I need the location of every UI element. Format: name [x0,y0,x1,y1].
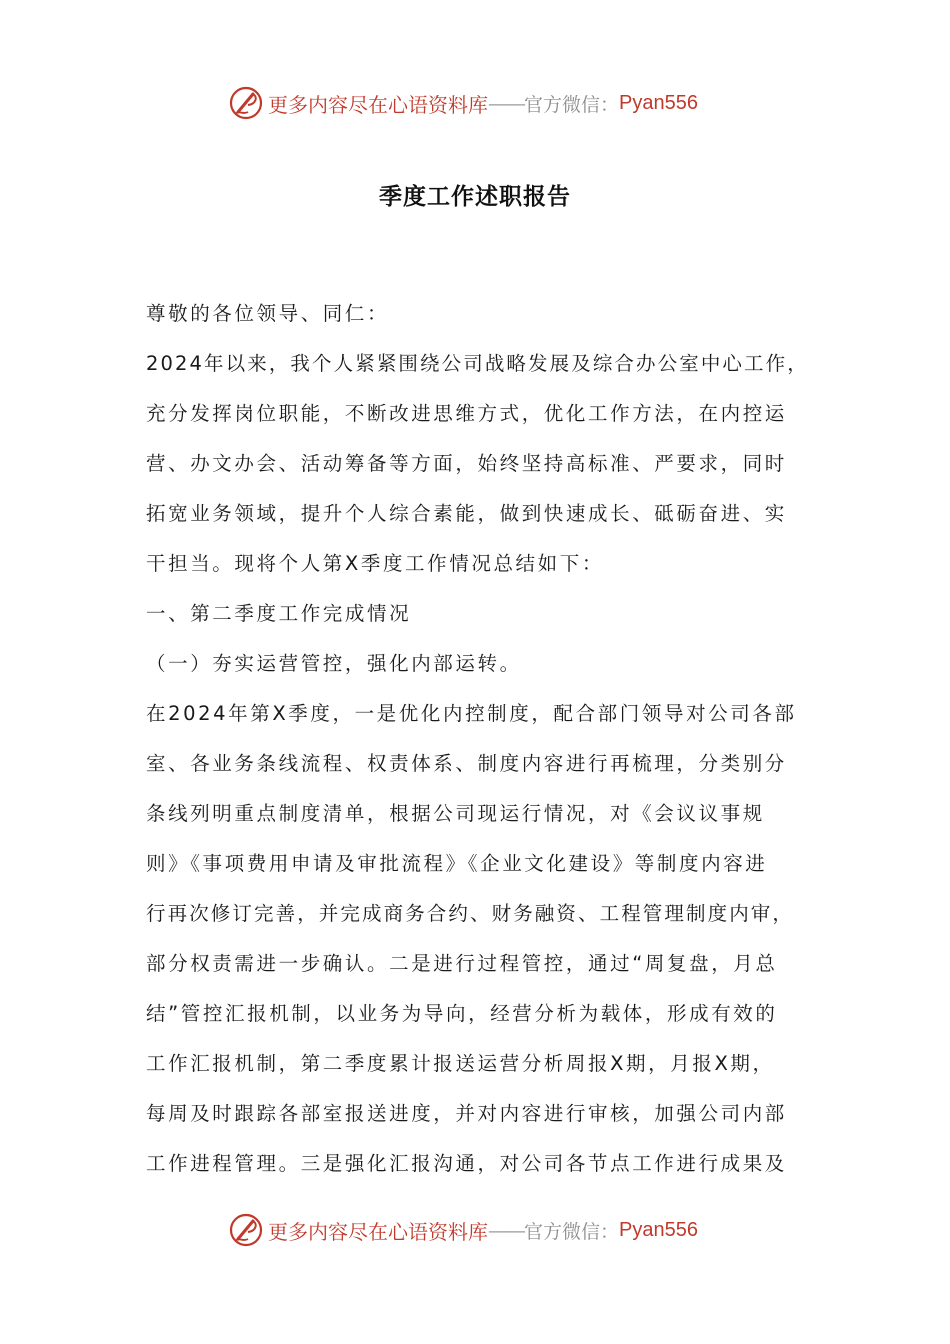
section-heading: 一、第二季度工作完成情况 [146,602,412,625]
banner-main-text: 更多内容尽在心语资料库 [268,1219,488,1244]
quill-logo-icon [228,85,264,121]
banner-wechat-id: Pyan556 [619,91,698,114]
text-line: 在2024年第X季度，一是优化内控制度，配合部门领导对公司各部 [146,702,797,725]
quill-logo-icon [228,1212,264,1248]
banner-dash: —— [488,1218,524,1242]
footer-banner [228,1210,698,1250]
text-line: 室、各业务条线流程、权责体系、制度内容进行再梳理，分类别分 [146,752,787,775]
banner-wechat-label: 官方微信： [524,93,620,116]
document-body [146,292,814,1192]
banner-main-text: 更多内容尽在心语资料库 [268,92,488,117]
banner-dash: —— [488,91,524,115]
banner-wechat-label: 官方微信： [524,1220,620,1243]
text-line: 干担当。现将个人第X季度工作情况总结如下： [146,552,604,575]
text-line: 拓宽业务领域，提升个人综合素能，做到快速成长、砥砺奋进、实 [146,502,787,525]
header-banner [228,83,698,123]
text-line: 条线列明重点制度清单，根据公司现运行情况，对《会议议事规 [146,802,765,825]
text-line: 2024年以来，我个人紧紧围绕公司战略发展及综合办公室中心工作， [146,352,809,375]
text-line: 充分发挥岗位职能，不断改进思维方式，优化工作方法，在内控运 [146,402,787,425]
text-line: 工作进程管理。三是强化汇报沟通，对公司各节点工作进行成果及 [146,1152,787,1175]
subsection-heading: （一）夯实运营管控，强化内部运转。 [146,652,522,675]
text-line: 部分权责需进一步确认。二是进行过程管控，通过“周复盘，月总 [146,952,778,975]
text-line: 每周及时跟踪各部室报送进度，并对内容进行审核，加强公司内部 [146,1102,787,1125]
text-line: 行再次修订完善，并完成商务合约、财务融资、工程管理制度内审， [146,902,795,925]
banner-wechat-id: Pyan556 [619,1218,698,1241]
text-line: 尊敬的各位领导、同仁： [146,302,390,325]
text-line: 工作汇报机制，第二季度累计报送运营分析周报X期，月报X期， [146,1052,775,1075]
text-line: 则》《事项费用申请及审批流程》《企业文化建设》等制度内容进 [146,852,768,875]
text-line: 营、办文办会、活动筹备等方面，始终坚持高标准、严要求，同时 [146,452,787,475]
document-title: 季度工作述职报告 [379,184,571,210]
text-line: 结”管控汇报机制，以业务为导向，经营分析为载体，形成有效的 [146,1002,778,1025]
